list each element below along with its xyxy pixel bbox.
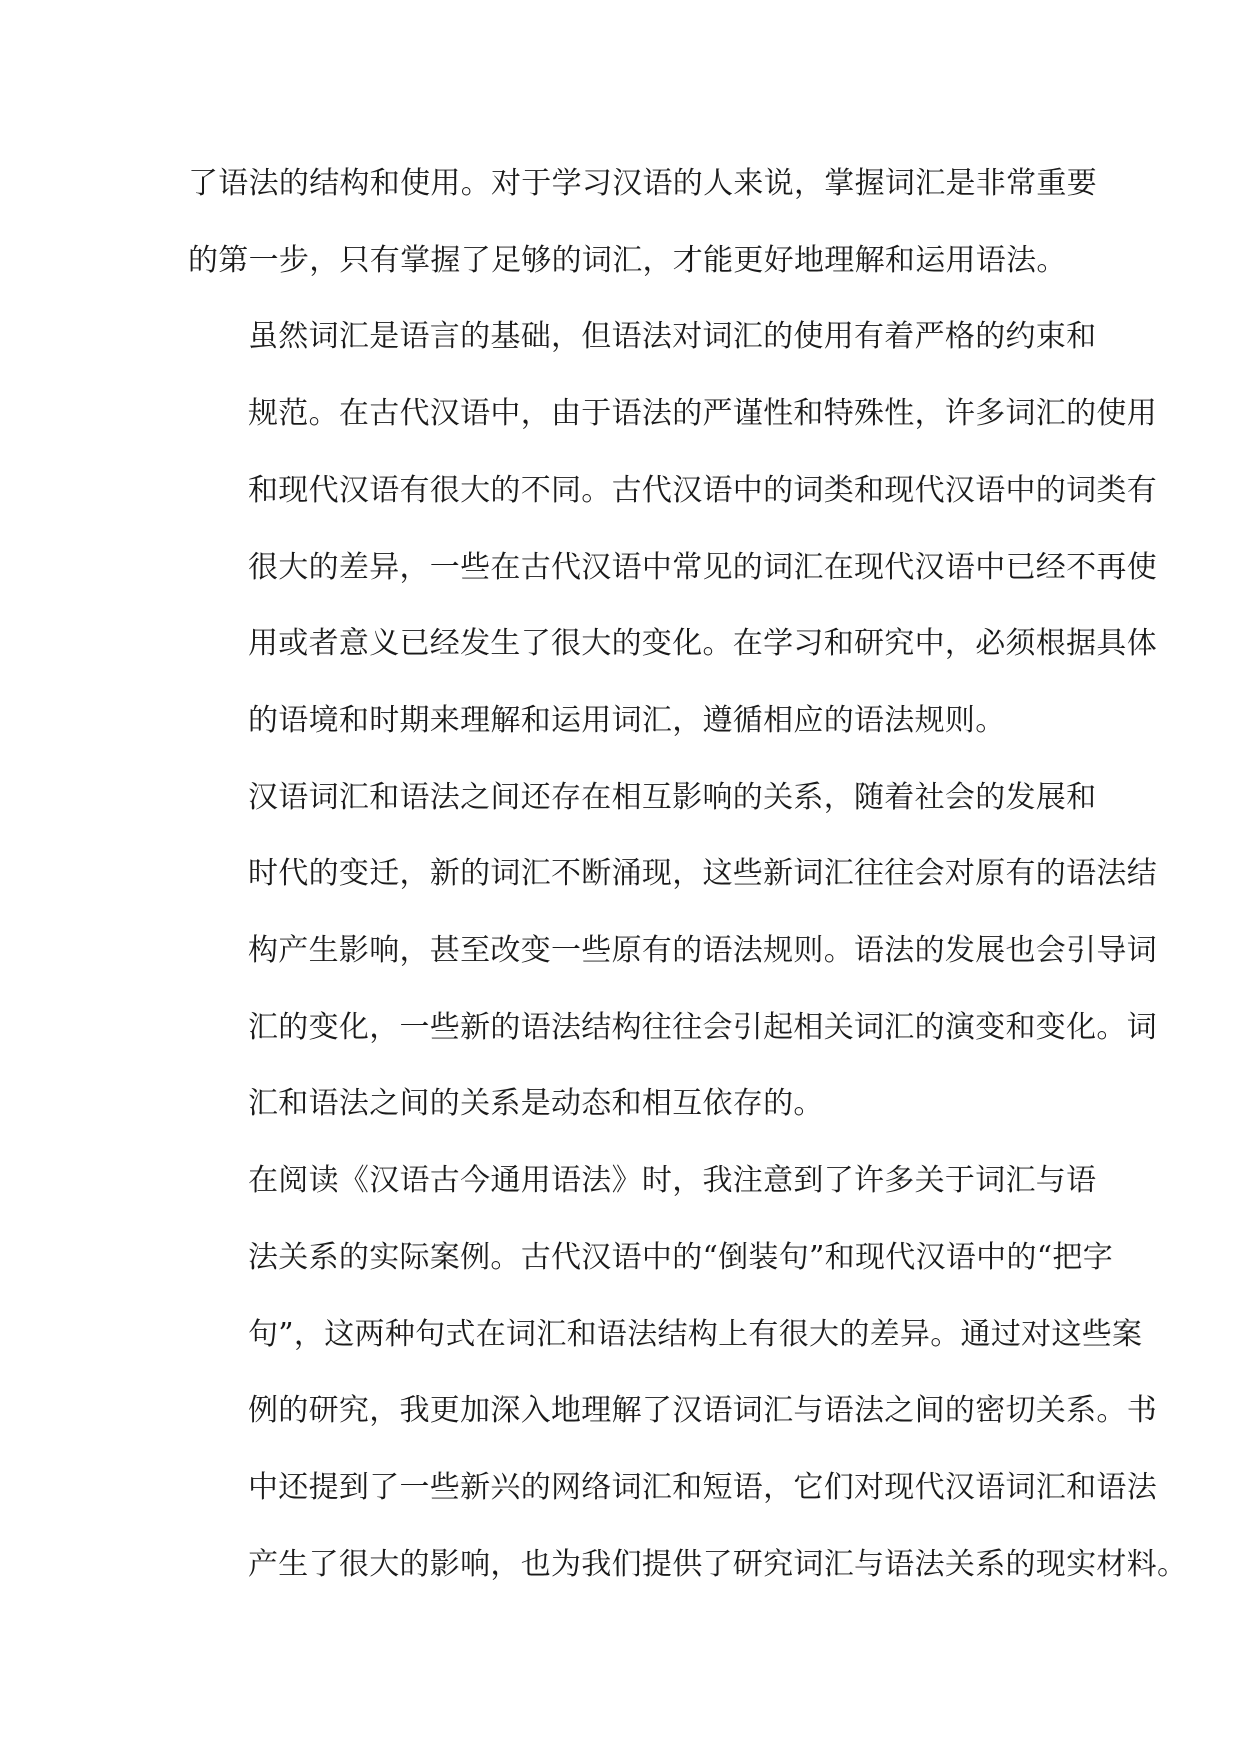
text-line: 构产生影响，甚至改变一些原有的语法规则。语法的发展也会引导词 (248, 933, 1157, 969)
text-line: 汇和语法之间的关系是动态和相互依存的。 (248, 1086, 824, 1122)
paragraph-2 (188, 299, 1157, 759)
text-line: 了语法的结构和使用。对于学习汉语的人来说，掌握词汇是非常重要 (188, 166, 1097, 201)
text-line: 在阅读《汉语古今通用语法》时，我注意到了许多关于词汇与语 (248, 1163, 1097, 1199)
text-line: 产生了很大的影响，也为我们提供了研究词汇与语法关系的现实材料。 (248, 1546, 1188, 1582)
text-line: 时代的变迁，新的词汇不断涌现，这些新词汇往往会对原有的语法结 (248, 856, 1157, 892)
text-line: 句”，这两种句式在词汇和语法结构上有很大的差异。通过对这些案 (248, 1316, 1143, 1352)
text-line: 很大的差异，一些在古代汉语中常见的词汇在现代汉语中已经不再使 (248, 549, 1157, 585)
paragraph-4 (188, 1143, 1188, 1603)
text-line: 规范。在古代汉语中，由于语法的严谨性和特殊性，许多词汇的使用 (248, 396, 1157, 432)
text-line: 虽然词汇是语言的基础，但语法对词汇的使用有着严格的约束和 (248, 319, 1097, 355)
paragraph-1 (188, 146, 1097, 299)
text-line: 例的研究，我更加深入地理解了汉语词汇与语法之间的密切关系。书 (248, 1393, 1157, 1429)
text-line: 汇的变化，一些新的语法结构往往会引起相关词汇的演变和变化。词 (248, 1009, 1157, 1045)
text-line: 法关系的实际案例。古代汉语中的“倒装句”和现代汉语中的“把字 (248, 1239, 1114, 1275)
body-text (188, 146, 1188, 1603)
text-line: 用或者意义已经发生了很大的变化。在学习和研究中，必须根据具体 (248, 626, 1157, 662)
text-line: 的第一步，只有掌握了足够的词汇，才能更好地理解和运用语法。 (188, 242, 1067, 278)
text-line: 的语境和时期来理解和运用词汇，遵循相应的语法规则。 (248, 702, 1006, 738)
text-line: 中还提到了一些新兴的网络词汇和短语，它们对现代汉语词汇和语法 (248, 1469, 1157, 1505)
paragraph-3 (188, 760, 1157, 1144)
text-line: 汉语词汇和语法之间还存在相互影响的关系，随着社会的发展和 (248, 779, 1097, 815)
text-line: 和现代汉语有很大的不同。古代汉语中的词类和现代汉语中的词类有 (248, 472, 1157, 508)
